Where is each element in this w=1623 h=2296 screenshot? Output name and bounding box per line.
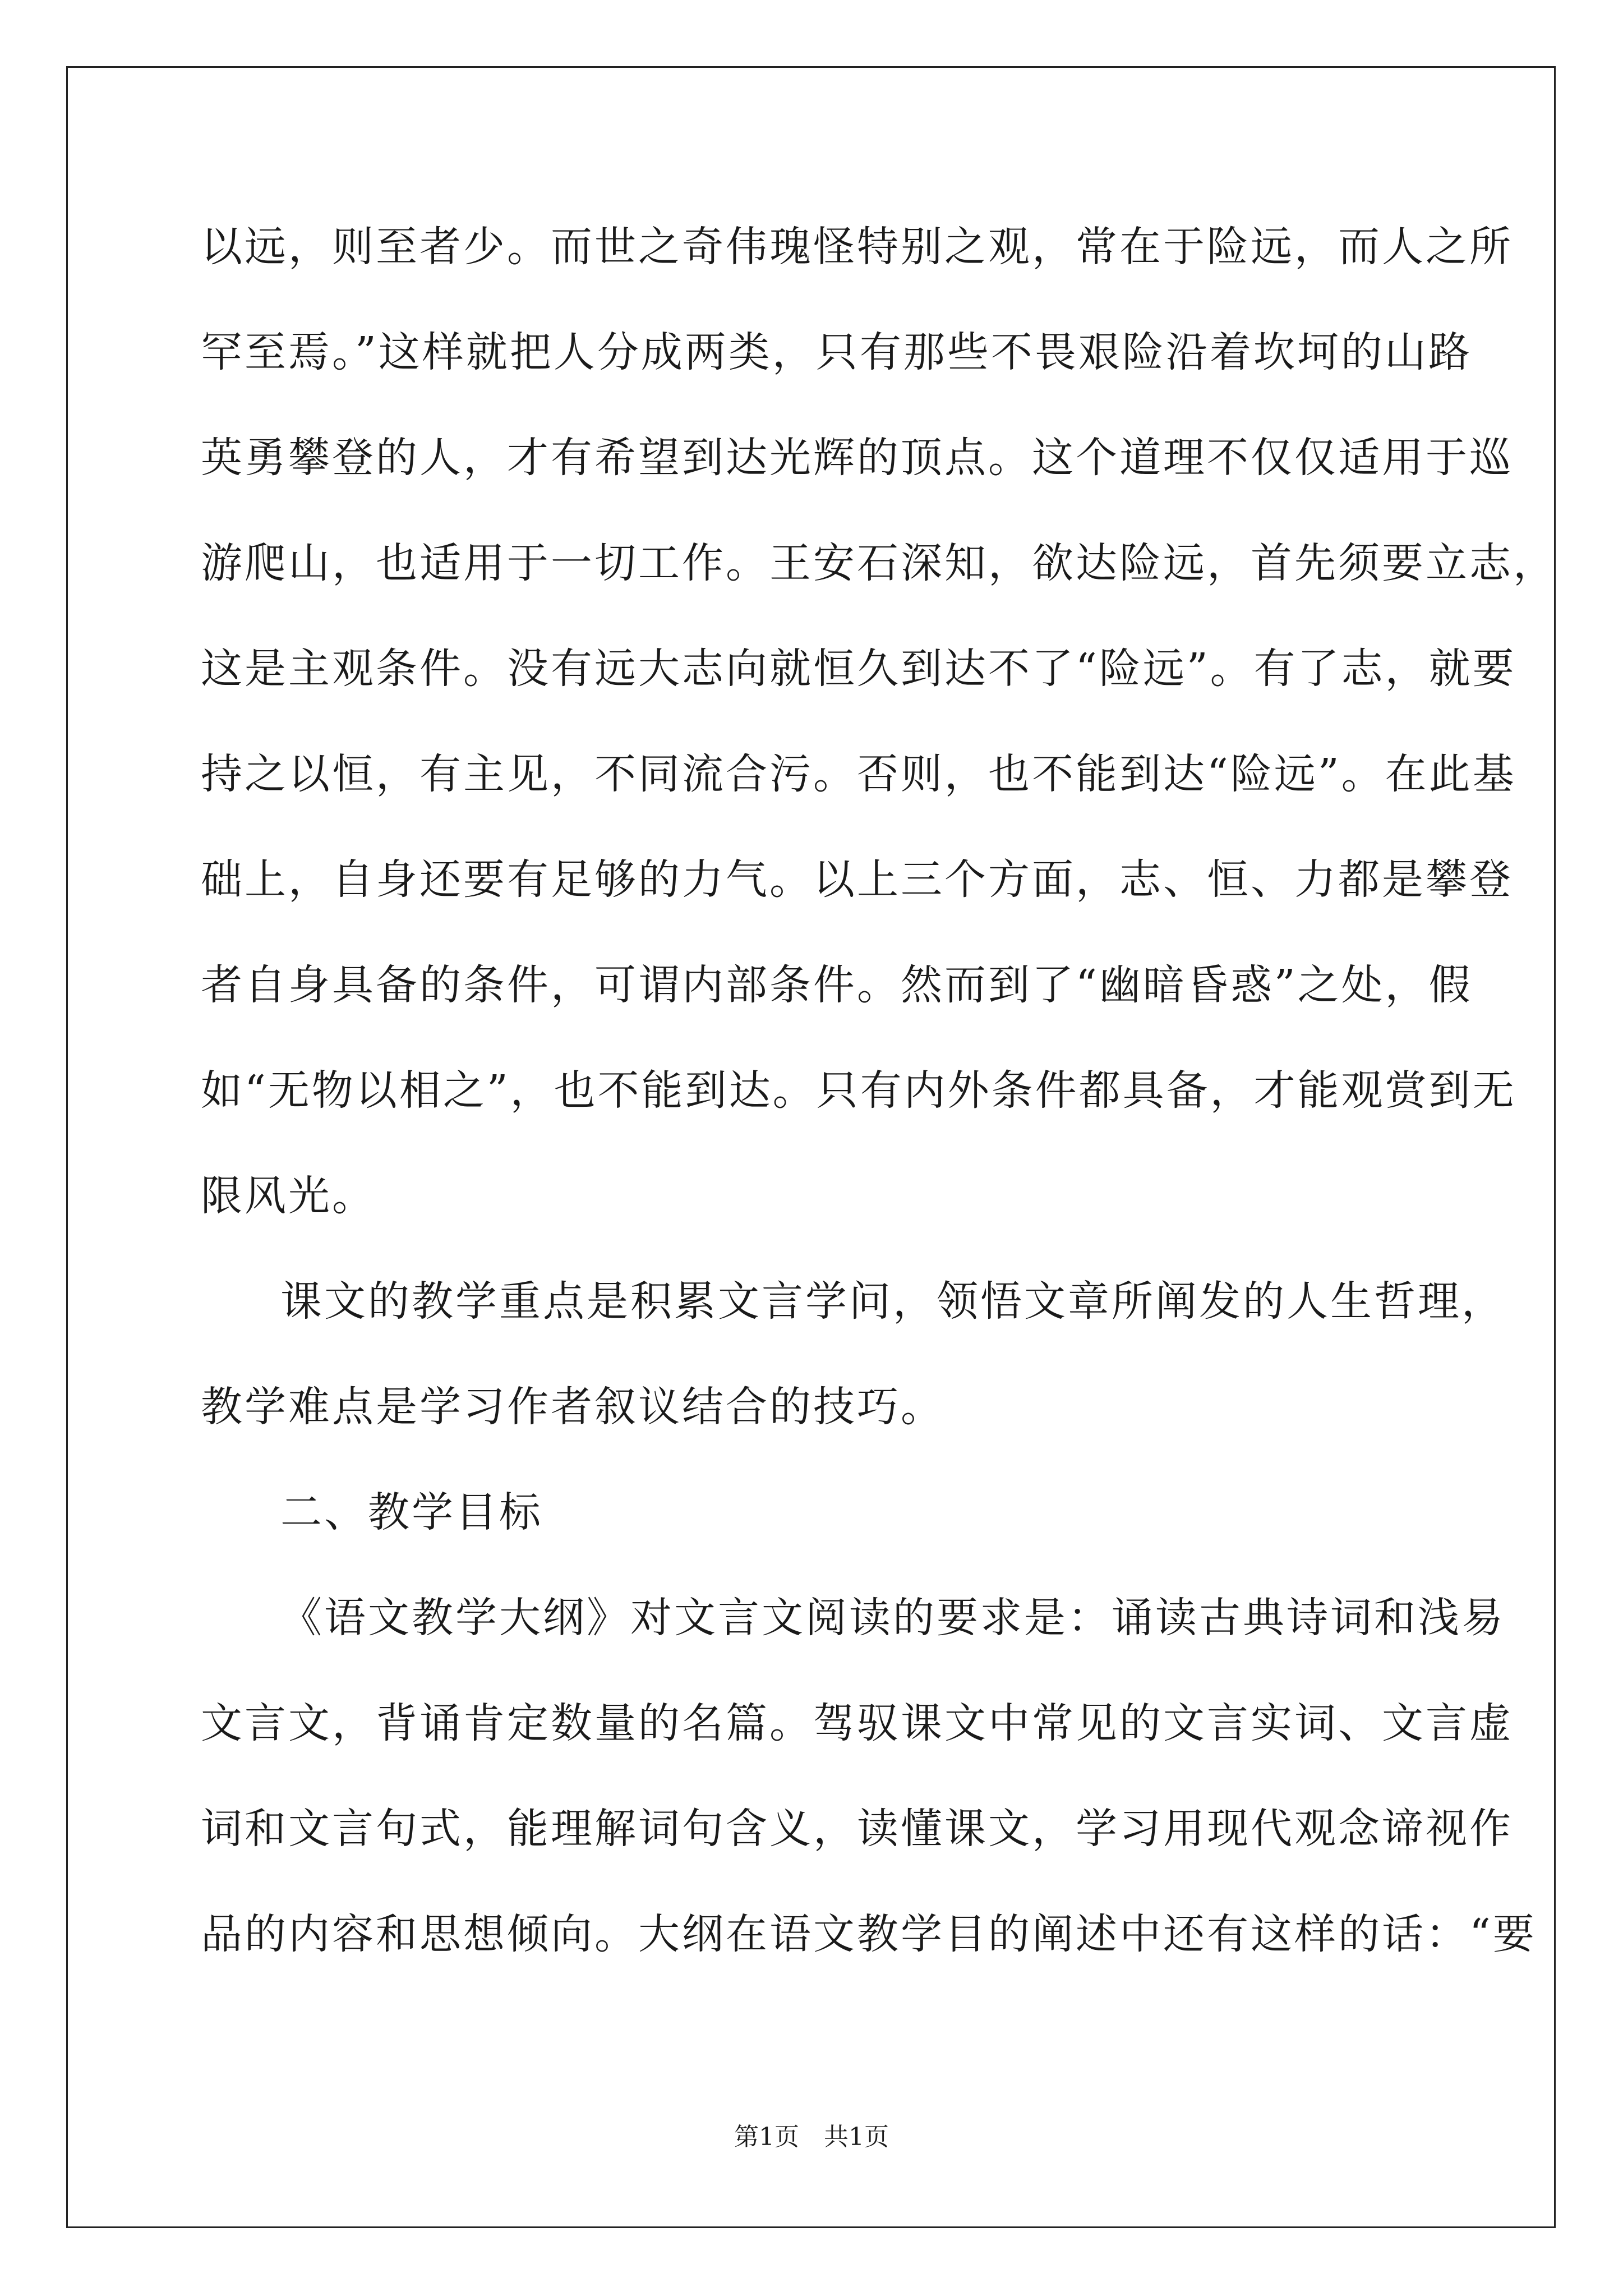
text-line: 游爬山，也适用于一切工作。王安石深知，欲达险远，首先须要立志， [201, 539, 1557, 587]
paragraph-first-line: 课文的教学重点是积累文言学问，领悟文章所阐发的人生哲理， [280, 1277, 1505, 1326]
text-line: 这是主观条件。没有远大志向就恒久到达不了“险远”。有了志，就要 [201, 645, 1516, 693]
text-line: 文言文，背诵肯定数量的名篇。驾驭课文中常见的文言实词、文言虚 [201, 1699, 1513, 1747]
text-line: 罕至焉。”这样就把人分成两类，只有那些不畏艰险沿着坎坷的山路 [201, 328, 1472, 376]
text-line: 英勇攀登的人，才有希望到达光辉的顶点。这个道理不仅仅适用于巡 [201, 434, 1513, 482]
text-line: 限风光。 [201, 1172, 376, 1220]
text-line: 如“无物以相之”，也不能到达。只有内外条件都具备，才能观赏到无 [201, 1066, 1516, 1115]
page-border [66, 66, 1556, 2228]
text-line: 者自身具备的条件，可谓内部条件。然而到了“幽暗昏惑”之处，假 [201, 961, 1473, 1009]
section-heading: 二、教学目标 [280, 1488, 543, 1536]
text-line: 词和文言句式，能理解词句含义，读懂课文，学习用现代观念谛视作 [201, 1805, 1513, 1853]
text-line: 品的内容和思想倾向。大纲在语文教学目的阐述中还有这样的话：“要 [201, 1910, 1537, 1958]
text-line: 教学难点是学习作者叙议结合的技巧。 [201, 1383, 944, 1431]
text-line: 以远，则至者少。而世之奇伟瑰怪特别之观，常在于险远，而人之所 [201, 223, 1513, 271]
text-line: 础上，自身还要有足够的力气。以上三个方面，志、恒、力都是攀登 [201, 855, 1513, 904]
paragraph-first-line: 《语文教学大纲》对文言文阅读的要求是：诵读古典诗词和浅易 [280, 1594, 1505, 1642]
text-line: 持之以恒，有主见，不同流合污。否则，也不能到达“险远”。在此基 [201, 750, 1516, 798]
page-number: 第1页 共1页 [734, 2123, 889, 2151]
